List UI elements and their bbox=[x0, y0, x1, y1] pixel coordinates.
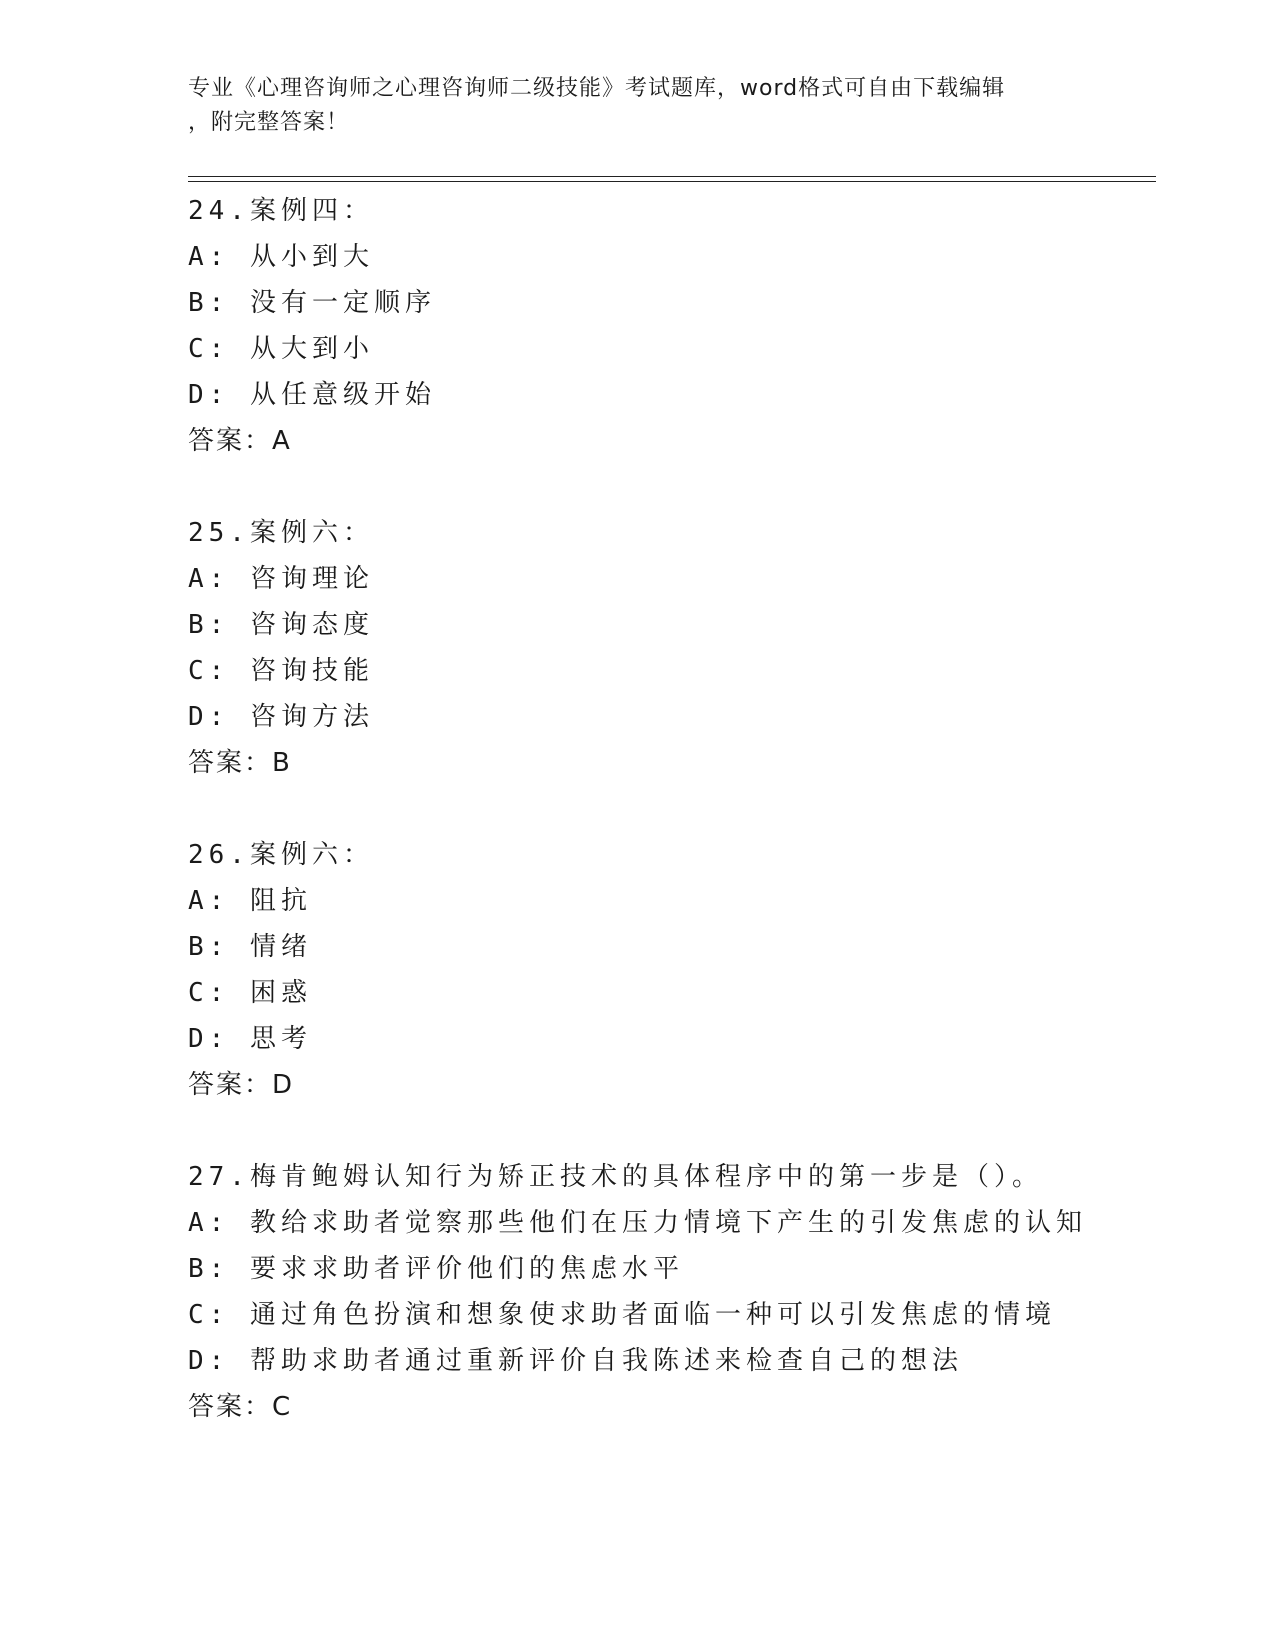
question-list bbox=[188, 188, 1168, 1430]
option-a: A: 阻抗 bbox=[188, 886, 312, 916]
option-b: B: 要求求助者评价他们的焦虑水平 bbox=[188, 1254, 684, 1284]
question-25 bbox=[188, 510, 1168, 786]
question-stem: 25.案例六： bbox=[188, 518, 374, 548]
option-b: B: 没有一定顺序 bbox=[188, 288, 436, 318]
option-d: D: 咨询方法 bbox=[188, 702, 374, 732]
header-line-2: ，附完整答案！ bbox=[188, 110, 350, 135]
question-stem: 24.案例四： bbox=[188, 196, 374, 226]
answer-line: 答案：B bbox=[188, 748, 292, 778]
question-27 bbox=[188, 1154, 1168, 1430]
answer-line: 答案：D bbox=[188, 1070, 295, 1100]
option-c: C: 通过角色扮演和想象使求助者面临一种可以引发焦虑的情境 bbox=[188, 1300, 1056, 1330]
header-divider-top bbox=[188, 176, 1156, 177]
question-stem: 26.案例六： bbox=[188, 840, 374, 870]
option-b: B: 情绪 bbox=[188, 932, 312, 962]
question-24 bbox=[188, 188, 1168, 464]
option-a: A: 从小到大 bbox=[188, 242, 374, 272]
answer-line: 答案：A bbox=[188, 426, 292, 456]
option-c: C: 从大到小 bbox=[188, 334, 374, 364]
document-header bbox=[188, 72, 1088, 140]
option-d: D: 帮助求助者通过重新评价自我陈述来检查自己的想法 bbox=[188, 1346, 963, 1376]
header-divider-bottom bbox=[188, 181, 1156, 182]
question-26 bbox=[188, 832, 1168, 1108]
question-stem: 27.梅肯鲍姆认知行为矫正技术的具体程序中的第一步是（）。 bbox=[188, 1162, 1043, 1192]
header-line-1: 专业《心理咨询师之心理咨询师二级技能》考试题库，word格式可自由下载编辑 bbox=[188, 76, 1006, 101]
option-d: D: 从任意级开始 bbox=[188, 380, 436, 410]
option-c: C: 咨询技能 bbox=[188, 656, 374, 686]
answer-line: 答案：C bbox=[188, 1392, 293, 1422]
option-a: A: 咨询理论 bbox=[188, 564, 374, 594]
option-d: D: 思考 bbox=[188, 1024, 312, 1054]
option-a: A: 教给求助者觉察那些他们在压力情境下产生的引发焦虑的认知 bbox=[188, 1208, 1087, 1238]
option-c: C: 困惑 bbox=[188, 978, 312, 1008]
option-b: B: 咨询态度 bbox=[188, 610, 374, 640]
